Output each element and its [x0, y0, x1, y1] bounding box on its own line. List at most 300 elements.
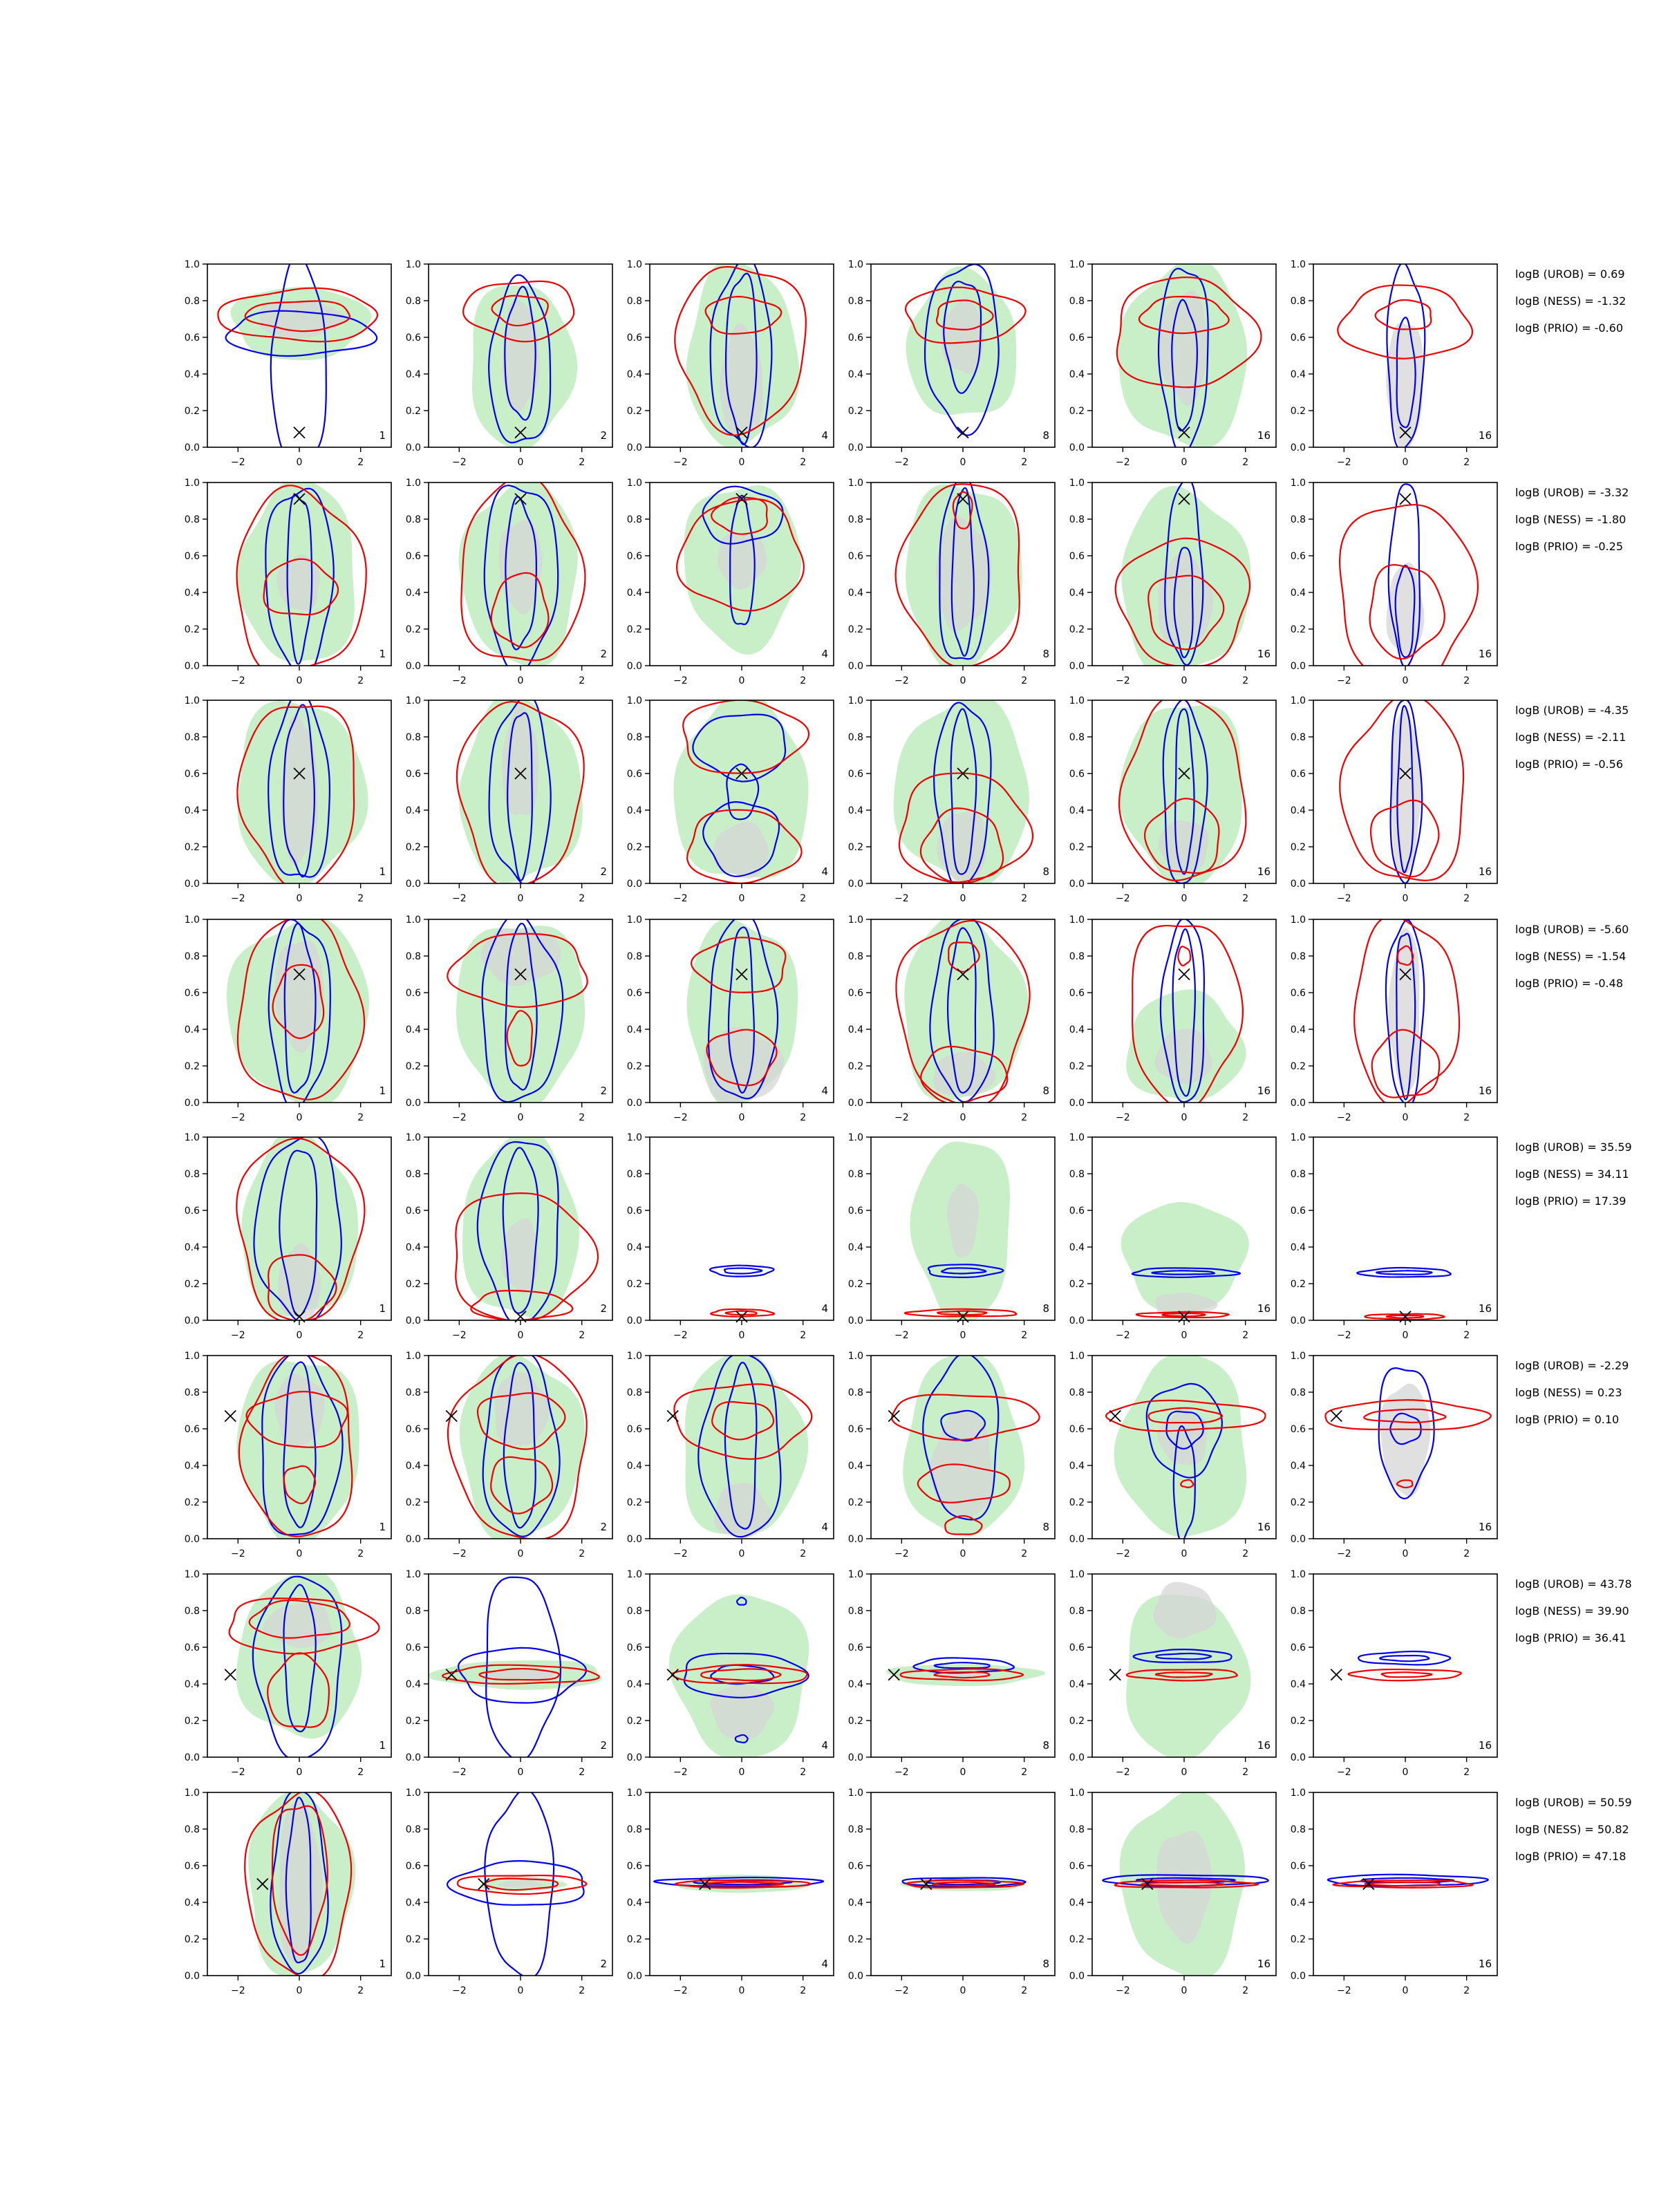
- y-tick-label: 0.2: [1069, 406, 1085, 417]
- y-tick-label: 0.4: [184, 805, 200, 816]
- x-tick-label: 2: [800, 457, 807, 468]
- panel-number-label: 2: [600, 865, 607, 878]
- x-tick-label: 0: [738, 893, 745, 904]
- x-tick-label: −2: [452, 1330, 467, 1341]
- y-tick-label: 0.8: [1069, 514, 1085, 525]
- panel-number-label: 4: [821, 1958, 828, 1970]
- y-tick-label: 0.0: [1290, 1971, 1306, 1982]
- x-tick-label: 2: [357, 457, 364, 468]
- panel-number-label: 8: [1042, 1085, 1049, 1097]
- plot-area: [894, 696, 1033, 889]
- x-tick-label: 2: [800, 1767, 807, 1778]
- y-tick-label: 1.0: [184, 1351, 200, 1362]
- x-tick-label: −2: [452, 457, 467, 468]
- panel-number-label: 16: [1257, 1085, 1271, 1097]
- plot-area: [236, 1351, 359, 1547]
- x-tick-label: 0: [1181, 457, 1188, 468]
- plot-area: [447, 1790, 586, 1978]
- x-tick-label: 0: [1181, 1548, 1188, 1559]
- logb-annotation: logB (PRIO) = -0.25: [1515, 540, 1623, 553]
- red-contour: [726, 1311, 757, 1315]
- panel-number-label: 1: [379, 865, 386, 878]
- panel-r7-c4: [848, 1569, 1055, 1778]
- y-tick-label: 1.0: [626, 1788, 642, 1799]
- x-tick-label: −2: [1337, 893, 1351, 904]
- plot-area: [654, 1875, 823, 1893]
- y-tick-label: 0.0: [405, 661, 421, 672]
- x-tick-label: 0: [296, 1985, 303, 1996]
- y-tick-label: 0.6: [847, 1206, 863, 1217]
- panel-r3-c2: [406, 693, 612, 904]
- y-tick-label: 0.4: [1069, 1242, 1085, 1253]
- y-tick-label: 0.8: [1290, 1824, 1306, 1835]
- plot-area: [1357, 1268, 1451, 1320]
- y-tick-label: 0.4: [184, 588, 200, 599]
- y-tick-label: 1.0: [847, 695, 863, 706]
- plot-area: [677, 485, 804, 655]
- x-tick-label: 0: [1402, 457, 1409, 468]
- x-tick-label: 0: [1402, 675, 1409, 686]
- x-tick-label: 2: [1463, 1330, 1470, 1341]
- logb-annotation: logB (NESS) = 39.90: [1515, 1604, 1629, 1618]
- y-tick-label: 0.8: [1069, 1606, 1085, 1617]
- panel-r3-c4: [848, 695, 1055, 904]
- x-tick-label: 2: [1242, 893, 1249, 904]
- panel-number-label: 1: [379, 1302, 386, 1315]
- y-tick-label: 0.0: [1290, 1098, 1306, 1109]
- y-tick-label: 0.8: [626, 1606, 642, 1617]
- y-tick-label: 1.0: [1069, 478, 1085, 489]
- y-tick-label: 0.8: [847, 1169, 863, 1180]
- x-tick-label: −2: [452, 1548, 467, 1559]
- y-tick-label: 0.0: [405, 1971, 421, 1982]
- y-tick-label: 0.4: [1069, 1679, 1085, 1690]
- true-value-marker: [1109, 1669, 1121, 1680]
- y-tick-label: 0.8: [405, 951, 421, 962]
- y-tick-label: 0.6: [847, 332, 863, 344]
- plot-area: [236, 478, 366, 677]
- y-tick-label: 0.2: [184, 1061, 200, 1072]
- y-tick-label: 0.2: [1290, 1279, 1306, 1290]
- panel-number-label: 4: [821, 648, 828, 660]
- plot-area: [674, 1351, 812, 1538]
- x-tick-label: 2: [579, 893, 585, 904]
- x-tick-label: 2: [357, 1330, 364, 1341]
- y-tick-label: 0.4: [1069, 369, 1085, 380]
- y-tick-label: 0.6: [405, 988, 421, 999]
- plot-area: [905, 1141, 1016, 1325]
- panel-number-label: 1: [379, 1739, 386, 1752]
- y-tick-label: 0.4: [184, 1897, 200, 1909]
- blue-contour: [1376, 1271, 1432, 1274]
- blue-contour: [724, 1268, 762, 1274]
- y-tick-label: 0.6: [1069, 1424, 1085, 1435]
- y-tick-label: 0.2: [405, 1279, 421, 1290]
- x-tick-label: 0: [1402, 1548, 1409, 1559]
- plot-area: [1349, 1651, 1461, 1680]
- x-tick-label: −2: [231, 1548, 245, 1559]
- y-tick-label: 0.8: [1069, 1824, 1085, 1835]
- y-tick-label: 0.2: [1069, 1497, 1085, 1508]
- logb-annotation: logB (UROB) = 35.59: [1515, 1141, 1632, 1154]
- x-tick-label: 2: [1242, 457, 1249, 468]
- y-tick-label: 0.2: [847, 1716, 863, 1727]
- y-tick-label: 0.8: [847, 296, 863, 307]
- y-tick-label: 0.6: [847, 1861, 863, 1872]
- y-tick-label: 0.0: [405, 1315, 421, 1327]
- logb-annotation: logB (PRIO) = 17.39: [1515, 1194, 1627, 1208]
- y-tick-label: 0.8: [847, 951, 863, 962]
- x-tick-label: −2: [231, 893, 245, 904]
- plot-area: [236, 1129, 364, 1324]
- y-tick-label: 0.6: [1069, 1206, 1085, 1217]
- panel-r7-c2: [406, 1569, 612, 1778]
- y-tick-label: 0.0: [184, 1098, 200, 1109]
- true-value-marker: [667, 1410, 678, 1421]
- panel-number-label: 2: [600, 1958, 607, 1970]
- density-core-region: [1390, 709, 1422, 874]
- plot-area: [427, 1577, 602, 1761]
- x-tick-label: 2: [1021, 457, 1028, 468]
- y-tick-label: 1.0: [626, 1569, 642, 1580]
- y-tick-label: 0.0: [847, 1752, 863, 1763]
- y-tick-label: 1.0: [847, 1132, 863, 1143]
- panel-number-label: 1: [379, 648, 386, 660]
- x-tick-label: 2: [1021, 1112, 1028, 1123]
- y-tick-label: 0.8: [184, 1387, 200, 1398]
- panel-number-label: 8: [1042, 1521, 1049, 1533]
- logb-annotation: logB (UROB) = -2.29: [1515, 1359, 1629, 1372]
- x-tick-label: 2: [579, 1985, 585, 1996]
- panel-r7-c5: [1069, 1569, 1276, 1778]
- panel-number-label: 8: [1042, 1739, 1049, 1752]
- panel-r2-c4: [848, 475, 1055, 686]
- plot-area: [1117, 258, 1262, 455]
- x-tick-label: −2: [452, 893, 467, 904]
- y-tick-label: 0.0: [847, 879, 863, 890]
- y-tick-label: 0.8: [184, 1606, 200, 1617]
- y-tick-label: 0.4: [1069, 1461, 1085, 1472]
- x-tick-label: 0: [1181, 1767, 1188, 1778]
- y-tick-label: 0.8: [847, 514, 863, 525]
- x-tick-label: −2: [673, 893, 688, 904]
- blue-contour: [1380, 1656, 1429, 1661]
- y-tick-label: 0.2: [1290, 842, 1306, 853]
- logb-annotation: logB (PRIO) = -0.60: [1515, 321, 1623, 335]
- y-tick-label: 0.6: [405, 769, 421, 780]
- panel-number-label: 2: [600, 1085, 607, 1097]
- x-tick-label: −2: [894, 1330, 909, 1341]
- panel-r1-c3: [627, 257, 834, 468]
- y-tick-label: 0.2: [184, 406, 200, 417]
- y-tick-label: 0.4: [1069, 1897, 1085, 1909]
- plot-area: [218, 255, 377, 460]
- x-tick-label: 0: [1181, 1985, 1188, 1996]
- panel-r4-c4: [848, 914, 1055, 1123]
- y-tick-label: 1.0: [1290, 259, 1306, 270]
- y-tick-label: 0.4: [847, 1897, 863, 1909]
- x-tick-label: 2: [1463, 1767, 1470, 1778]
- x-tick-label: −2: [1116, 1548, 1130, 1559]
- y-tick-label: 0.8: [405, 732, 421, 743]
- x-tick-label: −2: [1116, 1985, 1130, 1996]
- red-contour: [1349, 1669, 1461, 1680]
- y-tick-label: 0.2: [405, 842, 421, 853]
- x-tick-label: 2: [1021, 893, 1028, 904]
- y-tick-label: 0.2: [405, 1716, 421, 1727]
- panel-r2-c6: [1291, 478, 1497, 689]
- plot-area: [1354, 916, 1459, 1107]
- y-tick-label: 0.4: [1290, 1024, 1306, 1035]
- logb-annotation: logB (NESS) = 0.23: [1515, 1386, 1622, 1399]
- x-tick-label: 0: [959, 1767, 966, 1778]
- x-tick-label: 2: [1242, 1330, 1249, 1341]
- x-tick-label: 0: [517, 1112, 524, 1123]
- panel-r5-c2: [406, 1130, 612, 1341]
- y-tick-label: 1.0: [405, 478, 421, 489]
- x-tick-label: 2: [357, 1548, 364, 1559]
- y-tick-label: 0.8: [847, 1387, 863, 1398]
- y-tick-label: 0.2: [847, 1497, 863, 1508]
- panel-number-label: 1: [379, 1958, 386, 1970]
- y-tick-label: 1.0: [184, 695, 200, 706]
- x-tick-label: 2: [1463, 675, 1470, 686]
- y-tick-label: 0.4: [847, 369, 863, 380]
- logb-annotation: logB (PRIO) = -0.48: [1515, 977, 1623, 990]
- y-tick-label: 0.4: [1290, 1897, 1306, 1909]
- y-tick-label: 0.0: [626, 879, 642, 890]
- x-tick-label: 0: [738, 1112, 745, 1123]
- y-tick-label: 0.4: [1290, 369, 1306, 380]
- y-tick-label: 0.2: [1290, 1934, 1306, 1945]
- y-tick-label: 0.2: [184, 1497, 200, 1508]
- panel-number-label: 4: [821, 1085, 828, 1097]
- x-tick-label: −2: [1337, 1767, 1351, 1778]
- y-tick-label: 0.2: [1069, 1934, 1085, 1945]
- x-tick-label: 2: [579, 1330, 585, 1341]
- x-tick-label: 0: [738, 1330, 745, 1341]
- y-tick-label: 0.0: [1069, 1752, 1085, 1763]
- logb-annotation: logB (NESS) = -2.11: [1515, 731, 1627, 744]
- x-tick-label: 2: [1463, 1112, 1470, 1123]
- x-tick-label: 0: [296, 1112, 303, 1123]
- y-tick-label: 0.2: [626, 624, 642, 635]
- panel-r5-c4: [848, 1132, 1055, 1341]
- x-tick-label: 0: [959, 675, 966, 686]
- x-tick-label: 0: [296, 893, 303, 904]
- y-tick-label: 1.0: [405, 1132, 421, 1143]
- plot-area: [457, 693, 584, 888]
- plot-area: [1338, 263, 1472, 453]
- x-tick-label: −2: [1116, 675, 1130, 686]
- panel-number-label: 8: [1042, 1302, 1049, 1315]
- logb-annotation: logB (PRIO) = 47.18: [1515, 1850, 1627, 1863]
- y-tick-label: 0.6: [847, 1642, 863, 1653]
- panel-r6-c1: [185, 1351, 391, 1559]
- x-tick-label: 2: [1463, 1985, 1470, 1996]
- y-tick-label: 0.2: [184, 624, 200, 635]
- y-tick-label: 0.2: [405, 406, 421, 417]
- y-tick-label: 0.4: [626, 805, 642, 816]
- y-tick-label: 0.4: [626, 1679, 642, 1690]
- x-tick-label: −2: [1116, 1767, 1130, 1778]
- y-tick-label: 0.6: [1290, 1206, 1306, 1217]
- y-tick-label: 1.0: [1069, 695, 1085, 706]
- y-tick-label: 1.0: [1069, 1351, 1085, 1362]
- x-tick-label: 0: [517, 1548, 524, 1559]
- y-tick-label: 0.2: [626, 1497, 642, 1508]
- x-tick-label: 0: [738, 1985, 745, 1996]
- plot-area: [892, 1353, 1039, 1537]
- x-tick-label: 2: [1021, 1330, 1028, 1341]
- x-tick-label: 2: [1463, 1548, 1470, 1559]
- x-tick-label: −2: [673, 675, 688, 686]
- x-tick-label: 0: [1402, 1985, 1409, 1996]
- y-tick-label: 0.6: [184, 332, 200, 344]
- y-tick-label: 0.8: [1290, 732, 1306, 743]
- y-tick-label: 1.0: [184, 1132, 200, 1143]
- y-tick-label: 0.8: [1069, 1169, 1085, 1180]
- panel-r6-c6: [1291, 1351, 1497, 1559]
- y-tick-label: 0.0: [184, 879, 200, 890]
- red-contour: [1382, 1672, 1432, 1677]
- y-tick-label: 0.8: [1290, 1169, 1306, 1180]
- y-tick-label: 0.8: [184, 732, 200, 743]
- y-tick-label: 0.2: [1290, 1497, 1306, 1508]
- x-tick-label: −2: [231, 1985, 245, 1996]
- y-tick-label: 0.8: [1069, 951, 1085, 962]
- y-tick-label: 0.6: [405, 1642, 421, 1653]
- y-tick-label: 1.0: [405, 695, 421, 706]
- y-tick-label: 0.4: [847, 1242, 863, 1253]
- x-tick-label: 0: [517, 893, 524, 904]
- panel-number-label: 16: [1478, 429, 1492, 442]
- x-tick-label: −2: [1337, 1330, 1351, 1341]
- y-tick-label: 1.0: [1290, 1132, 1306, 1143]
- y-tick-label: 0.0: [626, 661, 642, 672]
- logb-annotation: logB (UROB) = -4.35: [1515, 704, 1629, 717]
- y-tick-label: 0.6: [1290, 1642, 1306, 1653]
- x-tick-label: −2: [231, 675, 245, 686]
- y-tick-label: 0.2: [405, 1934, 421, 1945]
- x-tick-label: −2: [1116, 1330, 1130, 1341]
- plot-area: [1106, 1353, 1266, 1541]
- y-tick-label: 1.0: [1290, 1351, 1306, 1362]
- y-tick-label: 0.6: [1069, 769, 1085, 780]
- panel-r3-c3: [627, 691, 834, 904]
- x-tick-label: 2: [1242, 1548, 1249, 1559]
- panel-number-label: 8: [1042, 1958, 1049, 1970]
- panel-r6-c5: [1069, 1351, 1276, 1559]
- panel-r2-c2: [406, 475, 612, 686]
- y-tick-label: 0.6: [405, 1206, 421, 1217]
- panel-r4-c5: [1069, 915, 1276, 1123]
- y-tick-label: 0.4: [626, 1242, 642, 1253]
- x-tick-label: 0: [959, 457, 966, 468]
- y-tick-label: 0.4: [1069, 805, 1085, 816]
- y-tick-label: 1.0: [184, 1788, 200, 1799]
- x-tick-label: 2: [579, 675, 585, 686]
- y-tick-label: 0.6: [1290, 1861, 1306, 1872]
- panel-r8-c5: [1069, 1788, 1276, 1996]
- x-tick-label: 2: [1242, 675, 1249, 686]
- x-tick-label: 2: [800, 1985, 807, 1996]
- y-tick-label: 0.8: [405, 514, 421, 525]
- y-tick-label: 0.0: [1290, 1315, 1306, 1327]
- logb-annotation: logB (UROB) = -5.60: [1515, 923, 1629, 936]
- y-tick-label: 1.0: [847, 1351, 863, 1362]
- x-tick-label: −2: [894, 675, 909, 686]
- y-tick-label: 0.4: [405, 1679, 421, 1690]
- y-tick-label: 1.0: [184, 478, 200, 489]
- y-tick-label: 0.0: [1290, 442, 1306, 453]
- y-tick-label: 1.0: [626, 1132, 642, 1143]
- x-tick-label: 2: [579, 1767, 585, 1778]
- plot-area: [906, 264, 1026, 435]
- y-tick-label: 1.0: [626, 259, 642, 270]
- plot-area: [686, 914, 798, 1109]
- x-tick-label: −2: [452, 1112, 467, 1123]
- true-value-marker: [1331, 1410, 1342, 1421]
- plot-area: [456, 1130, 598, 1326]
- y-tick-label: 1.0: [847, 915, 863, 926]
- y-tick-label: 0.0: [847, 661, 863, 672]
- true-value-marker: [294, 427, 305, 438]
- y-tick-label: 0.6: [626, 769, 642, 780]
- x-tick-label: 0: [296, 675, 303, 686]
- x-tick-label: 2: [800, 675, 807, 686]
- y-tick-label: 0.0: [626, 1971, 642, 1982]
- plot-area: [896, 914, 1029, 1107]
- y-tick-label: 1.0: [1069, 259, 1085, 270]
- x-tick-label: 0: [517, 1767, 524, 1778]
- x-tick-label: 0: [959, 1330, 966, 1341]
- y-tick-label: 0.0: [626, 1534, 642, 1545]
- red-contour: [1365, 1882, 1440, 1886]
- panel-r1-c5: [1069, 258, 1276, 468]
- panel-number-label: 4: [821, 1521, 828, 1533]
- x-tick-label: −2: [673, 1112, 688, 1123]
- x-tick-label: 0: [1181, 893, 1188, 904]
- y-tick-label: 0.2: [626, 1934, 642, 1945]
- x-tick-label: 2: [1242, 1985, 1249, 1996]
- plot-area: [675, 257, 806, 449]
- x-tick-label: 0: [959, 1985, 966, 1996]
- y-tick-label: 0.2: [1069, 1061, 1085, 1072]
- x-tick-label: −2: [1337, 675, 1351, 686]
- plot-area: [1340, 484, 1478, 688]
- plot-area: [1121, 1202, 1249, 1319]
- y-tick-label: 1.0: [1290, 478, 1306, 489]
- y-tick-label: 0.6: [626, 551, 642, 562]
- panel-r6-c2: [406, 1351, 612, 1559]
- y-tick-label: 0.6: [1290, 988, 1306, 999]
- y-tick-label: 0.2: [847, 624, 863, 635]
- x-tick-label: 0: [1402, 1767, 1409, 1778]
- y-tick-label: 0.8: [405, 1387, 421, 1398]
- y-tick-label: 0.8: [184, 514, 200, 525]
- x-tick-label: 0: [1181, 1330, 1188, 1341]
- x-tick-label: −2: [231, 1112, 245, 1123]
- panel-number-label: 16: [1257, 1521, 1271, 1533]
- y-tick-label: 0.8: [1290, 514, 1306, 525]
- blue-contour: [710, 1266, 774, 1277]
- x-tick-label: 2: [800, 893, 807, 904]
- x-tick-label: 0: [959, 1112, 966, 1123]
- x-tick-label: 2: [579, 1548, 585, 1559]
- true-value-marker: [225, 1669, 236, 1680]
- true-value-marker: [1400, 494, 1411, 505]
